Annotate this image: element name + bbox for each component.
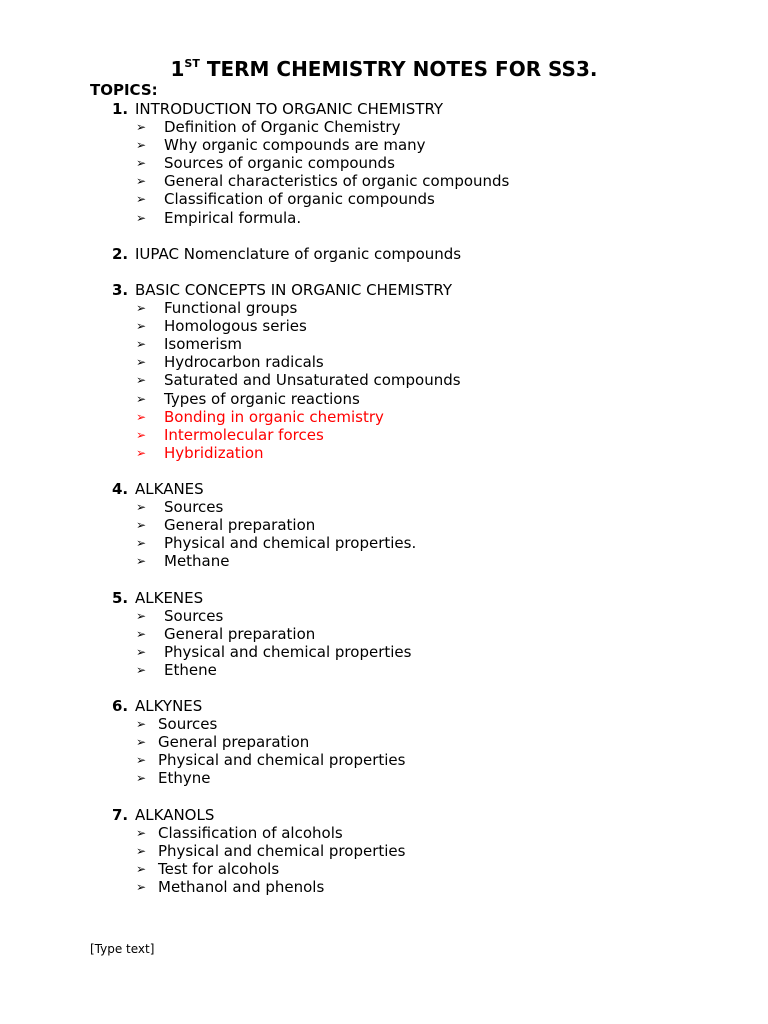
list-item: ➢ Sources bbox=[136, 715, 218, 734]
arrow-bullet-icon: ➢ bbox=[136, 445, 147, 460]
list-item: ➢ General characteristics of organic compounds bbox=[136, 172, 510, 191]
list-item: ➢ Methanol and phenols bbox=[136, 878, 325, 897]
list-item: ➢ Homologous series bbox=[136, 317, 307, 336]
section-heading bbox=[0, 245, 768, 263]
arrow-bullet-icon: ➢ bbox=[136, 753, 147, 768]
title-rest: TERM CHEMISTRY NOTES FOR SS3. bbox=[199, 57, 598, 81]
arrow-bullet-icon: ➢ bbox=[136, 735, 147, 750]
section-heading bbox=[0, 100, 768, 118]
list-item: ➢ Physical and chemical properties. bbox=[136, 534, 417, 553]
topics-list bbox=[0, 100, 768, 914]
section-title: ALKYNES bbox=[135, 697, 203, 716]
arrow-bullet-icon: ➢ bbox=[136, 843, 147, 858]
arrow-bullet-icon: ➢ bbox=[136, 644, 147, 659]
list-item: ➢ Ethene bbox=[136, 660, 217, 679]
arrow-bullet-icon: ➢ bbox=[136, 301, 147, 316]
page-title bbox=[0, 56, 768, 82]
footer-placeholder[interactable]: [Type text] bbox=[90, 942, 155, 956]
section-5 bbox=[0, 589, 768, 679]
arrow-bullet-icon: ➢ bbox=[136, 825, 147, 840]
list-item: ➢ Hydrocarbon radicals bbox=[136, 353, 324, 372]
list-item: ➢ Methane bbox=[136, 552, 230, 571]
title-prefix: 1 bbox=[170, 57, 185, 81]
section-title: IUPAC Nomenclature of organic compounds bbox=[135, 244, 462, 263]
arrow-bullet-icon: ➢ bbox=[136, 337, 147, 352]
list-item: ➢ Empirical formula. bbox=[136, 208, 302, 227]
arrow-bullet-icon: ➢ bbox=[136, 518, 147, 533]
arrow-bullet-icon: ➢ bbox=[136, 355, 147, 370]
list-item: ➢ Test for alcohols bbox=[136, 859, 280, 878]
list-item: ➢ Functional groups bbox=[136, 299, 298, 318]
list-item: ➢ Types of organic reactions bbox=[136, 389, 360, 408]
topics-label: TOPICS: bbox=[90, 81, 158, 99]
arrow-bullet-icon: ➢ bbox=[136, 120, 147, 135]
list-item-highlighted: ➢ Intermolecular forces bbox=[136, 425, 324, 444]
list-item: ➢ Physical and chemical properties bbox=[136, 841, 406, 860]
list-item: ➢ Sources of organic compounds bbox=[136, 154, 395, 173]
arrow-bullet-icon: ➢ bbox=[136, 409, 147, 424]
arrow-bullet-icon: ➢ bbox=[136, 391, 147, 406]
arrow-bullet-icon: ➢ bbox=[136, 500, 147, 515]
section-heading bbox=[0, 480, 768, 498]
section-6 bbox=[0, 697, 768, 787]
section-number: 4. bbox=[112, 479, 129, 498]
section-7 bbox=[0, 806, 768, 896]
arrow-bullet-icon: ➢ bbox=[136, 662, 147, 677]
list-item: ➢ Classification of organic compounds bbox=[136, 190, 435, 209]
section-2 bbox=[0, 245, 768, 263]
list-item: ➢ Saturated and Unsaturated compounds bbox=[136, 371, 461, 390]
list-item: ➢ Sources bbox=[136, 606, 224, 625]
list-item: ➢ Definition of Organic Chemistry bbox=[136, 118, 401, 137]
arrow-bullet-icon: ➢ bbox=[136, 373, 147, 388]
section-title: INTRODUCTION TO ORGANIC CHEMISTRY bbox=[135, 100, 444, 118]
list-item: ➢ General preparation bbox=[136, 624, 316, 643]
section-heading bbox=[0, 589, 768, 607]
arrow-bullet-icon: ➢ bbox=[136, 880, 147, 895]
list-item: ➢ Classification of alcohols bbox=[136, 823, 343, 842]
arrow-bullet-icon: ➢ bbox=[136, 210, 147, 225]
list-item-highlighted: ➢ Bonding in organic chemistry bbox=[136, 407, 384, 426]
section-number: 5. bbox=[112, 588, 129, 607]
section-heading bbox=[0, 806, 768, 824]
arrow-bullet-icon: ➢ bbox=[136, 536, 147, 551]
list-item: ➢ Ethyne bbox=[136, 769, 211, 788]
arrow-bullet-icon: ➢ bbox=[136, 717, 147, 732]
arrow-bullet-icon: ➢ bbox=[136, 174, 147, 189]
list-item: ➢ Physical and chemical properties bbox=[136, 751, 406, 770]
list-item-highlighted: ➢ Hybridization bbox=[136, 443, 264, 462]
arrow-bullet-icon: ➢ bbox=[136, 319, 147, 334]
section-title: ALKENES bbox=[135, 588, 204, 607]
title-superscript: ST bbox=[184, 57, 200, 70]
arrow-bullet-icon: ➢ bbox=[136, 861, 147, 876]
list-item: ➢ Isomerism bbox=[136, 335, 243, 354]
list-item: ➢ Physical and chemical properties bbox=[136, 642, 412, 661]
list-item: ➢ Sources bbox=[136, 498, 224, 517]
section-title: BASIC CONCEPTS IN ORGANIC CHEMISTRY bbox=[135, 280, 453, 299]
arrow-bullet-icon: ➢ bbox=[136, 156, 147, 171]
section-1 bbox=[0, 100, 768, 227]
arrow-bullet-icon: ➢ bbox=[136, 626, 147, 641]
arrow-bullet-icon: ➢ bbox=[136, 192, 147, 207]
list-item: ➢ General preparation bbox=[136, 516, 316, 535]
section-heading bbox=[0, 697, 768, 715]
section-number: 1. bbox=[112, 100, 129, 118]
arrow-bullet-icon: ➢ bbox=[136, 427, 147, 442]
arrow-bullet-icon: ➢ bbox=[136, 138, 147, 153]
arrow-bullet-icon: ➢ bbox=[136, 608, 147, 623]
section-title: ALKANES bbox=[135, 479, 204, 498]
section-title: ALKANOLS bbox=[135, 805, 215, 824]
section-3 bbox=[0, 281, 768, 462]
section-number: 7. bbox=[112, 805, 129, 824]
list-item: ➢ General preparation bbox=[136, 733, 310, 752]
arrow-bullet-icon: ➢ bbox=[136, 771, 147, 786]
section-number: 3. bbox=[112, 280, 129, 299]
section-heading bbox=[0, 281, 768, 299]
section-number: 6. bbox=[112, 697, 129, 716]
section-number: 2. bbox=[112, 244, 129, 263]
section-4 bbox=[0, 480, 768, 570]
arrow-bullet-icon: ➢ bbox=[136, 554, 147, 569]
list-item: ➢ Why organic compounds are many bbox=[136, 136, 426, 155]
